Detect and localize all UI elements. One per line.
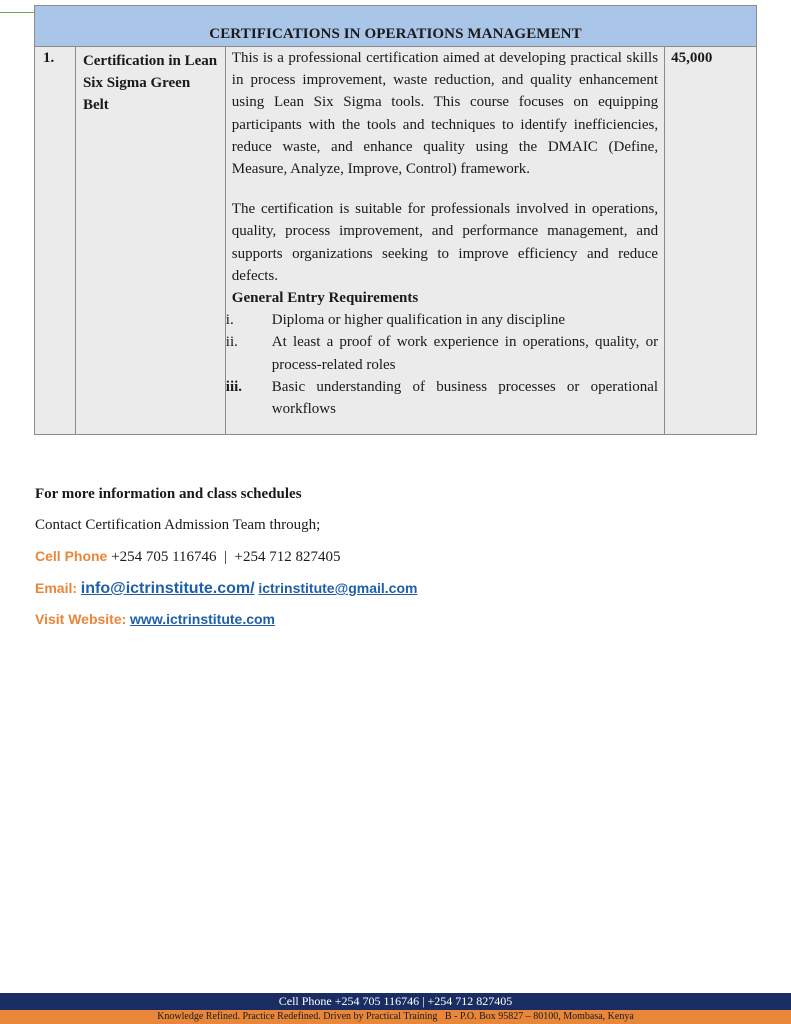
list-numeral: ii. [225, 334, 238, 351]
list-numeral: i. [225, 312, 234, 329]
section-title: CERTIFICATIONS IN OPERATIONS MANAGEMENT [35, 6, 757, 47]
footer-phone-bar: Cell Phone +254 705 116746 | +254 712 827405 [0, 993, 791, 1010]
list-numeral: iii. [225, 378, 243, 395]
email-primary-link[interactable]: info@ictrinstitute.com/ [80, 580, 255, 597]
phone-label: Cell Phone [35, 548, 108, 564]
list-item-text: Diploma or higher qualification in any discipline [271, 312, 566, 329]
table-row [35, 47, 757, 435]
description-paragraph: The certification is suitable for professionals involved in operations, quality, process improvement, and performance management, and supports organizations seeking to improve efficiency and reduce defects. [231, 201, 659, 284]
website-link[interactable]: www.ictrinstitute.com [130, 611, 275, 627]
row-number: 1. [35, 47, 76, 435]
contact-line: Contact Certification Admission Team through; [35, 517, 321, 533]
info-title: For more information and class schedules [35, 486, 302, 502]
list-item-text: Basic understanding of business processes or operational workflows [271, 378, 659, 418]
list-item [225, 309, 658, 331]
website-label: Visit Website: [35, 611, 127, 627]
course-name: Certification in Lean Six Sigma Green Belt [75, 47, 225, 435]
description-paragraph: This is a professional certification aimed at developing practical skills in process improvement, waste reduction, and quality enhancement using Lean Six Sigma tools. This course focuses on equipping participants with the tools and techniques to identify inefficiencies, reduce waste, and enhance quality using the DMAIC (Define, Measure, Analyze, Improve, Control) framework. [231, 50, 659, 178]
corner-accent-line [0, 12, 34, 13]
phone-values: +254 705 116746 | +254 712 827405 [111, 549, 341, 565]
certification-table [34, 5, 757, 435]
footer-tagline-bar: Knowledge Refined. Practice Redefined. Driven by Practical Training B - P.O. Box 95827 – 80100, Mombasa, Kenya [0, 1010, 791, 1024]
list-item-text: At least a proof of work experience in operations, quality, or process-related roles [271, 334, 659, 373]
course-description [225, 47, 664, 435]
phone-line [35, 548, 340, 566]
website-line [35, 611, 275, 629]
email-label: Email: [35, 580, 78, 596]
email-line [35, 580, 417, 598]
email-secondary-link[interactable]: ictrinstitute@gmail.com [258, 580, 418, 596]
list-item [225, 376, 659, 420]
table-header-row [35, 6, 757, 47]
requirements-heading: General Entry Requirements [231, 290, 419, 307]
course-price: 45,000 [665, 47, 757, 435]
list-item [225, 331, 659, 375]
requirements-list [225, 309, 659, 420]
